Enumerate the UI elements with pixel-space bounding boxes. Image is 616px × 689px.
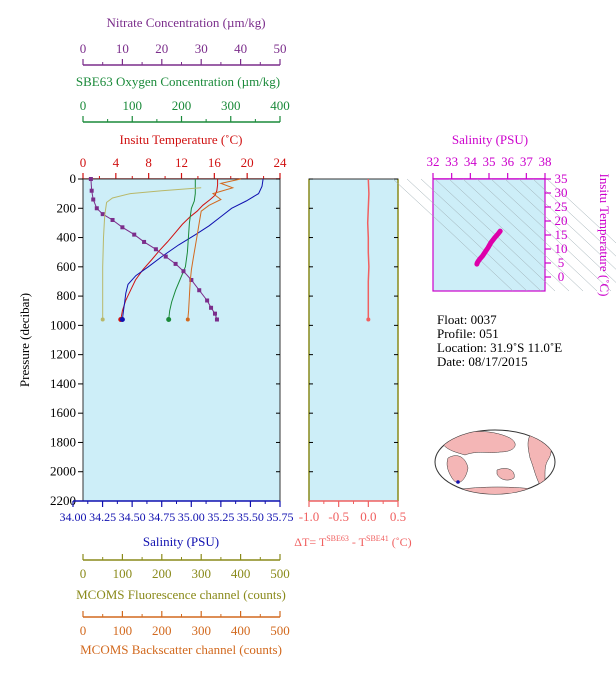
oxygen-tick-label: 0	[79, 98, 87, 113]
salinity-tick-label: 34.25	[89, 510, 117, 524]
nitrate-sample-point	[197, 288, 201, 292]
nitrate-sample-point	[215, 318, 219, 322]
salinity-tick-label: 35.50	[236, 510, 264, 524]
temperature-tick-label: 24	[273, 155, 287, 170]
location: Location: 31.9˚S 11.0˚E	[437, 340, 563, 355]
pressure-axis-label: Pressure (decibar)	[17, 292, 32, 388]
pressure-tick-label: 1600	[50, 405, 76, 421]
ts-temperature-tick-label: 15	[554, 227, 568, 242]
nitrate-tick-label: 30	[194, 41, 208, 56]
ts-salinity-tick-label: 33	[445, 154, 459, 169]
world-map	[435, 430, 555, 496]
salinity-tick-label: 35.25	[207, 510, 235, 524]
pressure-tick-label: 2200	[50, 493, 76, 508]
nitrate-sample-point	[205, 298, 209, 302]
nitrate-tick-label: 50	[273, 41, 287, 56]
float-id: Float: 0037	[437, 312, 497, 327]
pressure-tick-label: 1400	[50, 375, 76, 391]
nitrate-sample-point	[101, 212, 105, 216]
backscatter-tick-label: 0	[79, 623, 87, 638]
nitrate-tick-label: 40	[234, 41, 248, 56]
nitrate-sample-point	[209, 306, 213, 310]
backscatter-tick-label: 400	[230, 623, 251, 638]
fluorescence-axis-label: MCOMS Fluorescence channel (counts)	[76, 587, 286, 602]
delta-t-axis	[299, 501, 406, 524]
nitrate-tick-label: 0	[79, 41, 87, 56]
nitrate-tick-label: 10	[115, 41, 129, 56]
backscatter-tick-label: 500	[270, 623, 290, 638]
nitrate-sample-point	[213, 312, 217, 316]
oxygen-axis	[80, 98, 290, 122]
delta-t-axis-label: $\Delta T= T^{SBE63} - T^{SBE41}$ (˚C)	[294, 534, 412, 549]
nitrate-tick-label: 20	[155, 41, 169, 56]
ts-salinity-tick-label: 36	[501, 154, 515, 169]
ts-salinity-axis-label: Salinity (PSU)	[451, 132, 529, 147]
ts-temperature-tick-label: 25	[554, 199, 568, 214]
oxygen-end-point	[166, 317, 171, 322]
oxygen-tick-label: 400	[270, 98, 290, 113]
ts-salinity-tick-label: 35	[482, 154, 496, 169]
backscatter-tick-label: 100	[112, 623, 133, 638]
nitrate-sample-point	[164, 255, 168, 259]
salinity-tick-label: 34.75	[148, 510, 176, 524]
delta-t-plot-area	[309, 179, 398, 501]
ts-temperature-tick-label: 0	[557, 269, 565, 284]
nitrate-sample-point	[120, 225, 124, 229]
nitrate-sample-point	[174, 262, 178, 266]
ts-salinity-tick-label: 34	[463, 154, 477, 169]
nitrate-sample-point	[90, 189, 94, 193]
temperature-tick-label: 12	[175, 155, 188, 170]
pressure-tick-label: 600	[56, 258, 76, 274]
salinity-axis-label: Salinity (PSU)	[142, 534, 220, 549]
backscatter-tick-label: 200	[152, 623, 172, 638]
fluorescence-tick-label: 400	[230, 566, 251, 581]
delta_t-tick-label: -1.0	[298, 509, 320, 524]
salinity-tick-label: 34.50	[118, 510, 146, 524]
fluorescence-tick-label: 100	[112, 566, 133, 581]
salinity-end-point	[120, 317, 125, 322]
salinity-tick-label: 35.00	[177, 510, 205, 524]
backscatter-axis-label: MCOMS Backscatter channel (counts)	[80, 642, 282, 657]
nitrate-sample-point	[95, 206, 99, 210]
profile-number: Profile: 051	[437, 326, 499, 341]
ts-salinity-tick-label: 32	[426, 154, 440, 169]
ts-plot-area	[433, 179, 545, 291]
pressure-tick-label: 1000	[50, 317, 76, 333]
ts-salinity-tick-label: 38	[538, 154, 552, 169]
nitrate-sample-point	[181, 269, 185, 273]
backscatter-axis	[80, 611, 290, 638]
temperature-tick-label: 4	[112, 155, 120, 170]
pressure-tick-label: 1800	[50, 434, 76, 450]
oxygen-tick-label: 300	[221, 98, 241, 113]
nitrate-sample-point	[132, 233, 136, 237]
nitrate-sample-point	[89, 177, 93, 181]
temperature-tick-label: 16	[207, 155, 221, 170]
nitrate-sample-point	[111, 218, 115, 222]
delta_t-tick-label: -0.5	[328, 509, 349, 524]
delta_t-tick-label: 0.5	[389, 509, 407, 524]
delta-t-end-point	[366, 318, 370, 322]
nitrate-axis-label: Nitrate Concentration (µm/kg)	[106, 15, 266, 30]
pressure-tick-label: 1200	[50, 346, 76, 362]
temperature-axis-label: Insitu Temperature (˚C)	[119, 132, 243, 147]
temperature-tick-label: 0	[79, 155, 87, 170]
temperature-tick-label: 8	[145, 155, 152, 170]
oxygen-tick-label: 100	[122, 98, 142, 113]
ts-temperature-axis	[545, 171, 568, 284]
ts-temperature-tick-label: 10	[554, 241, 568, 256]
pressure-tick-label: 800	[56, 288, 76, 304]
delta_t-tick-label: 0.0	[360, 509, 377, 524]
pressure-axis	[50, 171, 83, 508]
fluorescence-end-point	[101, 318, 105, 322]
salinity-tick-label: 35.75	[266, 510, 294, 524]
temperature-tick-label: 20	[240, 155, 254, 170]
ts-temperature-tick-label: 5	[557, 255, 565, 270]
fluorescence-axis	[80, 554, 290, 581]
nitrate-sample-point	[142, 240, 146, 244]
backscatter-end-point	[186, 318, 190, 322]
pressure-tick-label: 200	[56, 200, 76, 216]
oxygen-axis-label: SBE63 Oxygen Concentration (µm/kg)	[75, 74, 281, 89]
date: Date: 08/17/2015	[437, 354, 528, 369]
salinity-tick-label: 34.00	[59, 510, 87, 524]
map-land-antarctica	[455, 487, 540, 496]
main-plot-area	[83, 179, 280, 501]
nitrate-sample-point	[154, 247, 158, 251]
float-location-marker	[456, 480, 460, 484]
backscatter-tick-label: 300	[191, 623, 211, 638]
oxygen-tick-label: 200	[171, 98, 192, 113]
nitrate-axis	[80, 41, 287, 65]
fluorescence-tick-label: 200	[152, 566, 172, 581]
temperature-axis	[80, 155, 287, 179]
fluorescence-tick-label: 300	[191, 566, 211, 581]
nitrate-sample-point	[91, 197, 95, 201]
fluorescence-tick-label: 500	[270, 566, 290, 581]
ts-salinity-tick-label: 37	[519, 154, 533, 169]
salinity-axis	[60, 501, 294, 524]
fluorescence-tick-label: 0	[79, 566, 87, 581]
ts-temperature-axis-label: Insitu Temperature (˚C)	[597, 173, 612, 297]
ts-temperature-tick-label: 30	[554, 185, 568, 200]
ts-temperature-tick-label: 35	[554, 171, 568, 186]
ts-salinity-axis	[427, 154, 552, 179]
pressure-tick-label: 2000	[50, 463, 76, 479]
ts-temperature-tick-label: 20	[554, 213, 568, 228]
pressure-tick-label: 400	[56, 229, 76, 245]
pressure-tick-label: 0	[69, 171, 76, 186]
